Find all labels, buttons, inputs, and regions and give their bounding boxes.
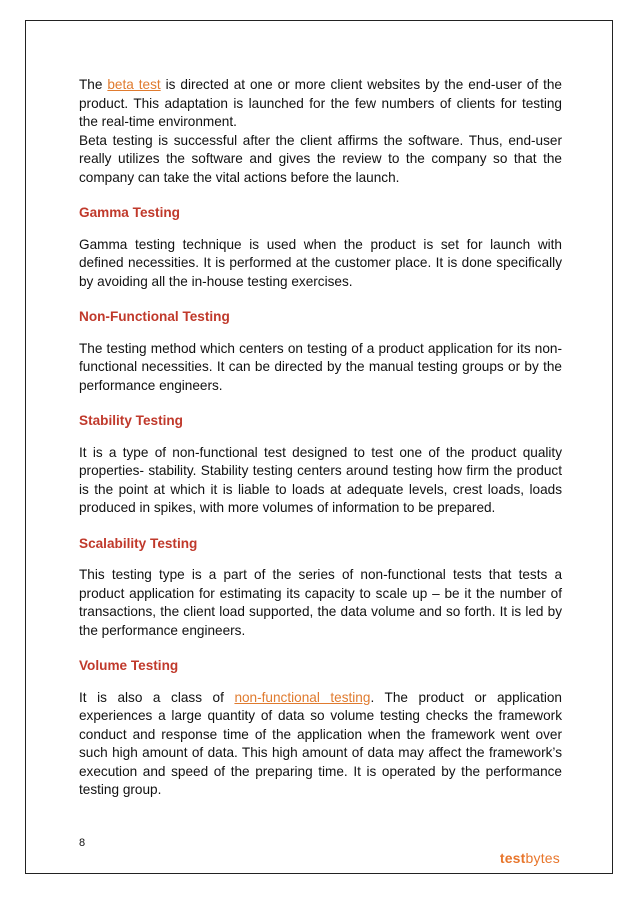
- document-page: [25, 20, 613, 874]
- nonfunctional-heading: Non-Functional Testing: [79, 309, 230, 324]
- volume-body: [79, 689, 562, 800]
- volume-text-start: It is also a class of: [79, 689, 235, 705]
- volume-text-end: . The product or application experiences a large quantity of data so volume testing checks the framework conduct and response time of the application when the framework went over such high amount of data. This high amount of data may affect the framework’s execution and speed of the preparing time. It is operated by the performance testing group.: [79, 689, 562, 797]
- stability-body: It is a type of non-functional test designed to test one of the product quality properties- stability. Stability testing centers around testing how firm the product is the point at which it is liable to loads at adequate levels, crest loads, loads produced in spikes, with more volumes of information to be prepared.: [79, 444, 562, 515]
- scalability-heading: Scalability Testing: [79, 535, 198, 551]
- testbytes-logo: [500, 850, 560, 866]
- logo-test-text: test: [499, 850, 526, 866]
- beta-paragraph-1: [79, 76, 562, 132]
- beta-text-start: The: [79, 77, 108, 92]
- page-number: 8: [79, 837, 86, 849]
- gamma-body: Gamma testing technique is used when the product is set for launch with defined necessities. It is performed at the customer place. It is done specifically by avoiding all the in-house testing exercises.: [79, 236, 562, 289]
- gamma-heading: Gamma Testing: [79, 205, 180, 220]
- nonfunctional-body: The testing method which centers on testing of a product application for its non-functional necessities. It can be directed by the manual testing groups or by the performance engineers.: [79, 340, 562, 393]
- stability-heading: Stability Testing: [79, 413, 183, 428]
- logo-bytes-text: bytes: [525, 850, 560, 866]
- beta-text-end: is directed at one or more client websites by the end-user of the product. This adaptation is launched for the few numbers of clients for testing the real-time environment.: [79, 77, 562, 129]
- volume-heading: Volume Testing: [79, 658, 179, 673]
- scalability-body: This testing type is a part of the series of non-functional tests that tests a product application for estimating its capacity to scale up – be it the number of transactions, the client load supported, the data volume and so forth. It is led by the performance engineers.: [79, 567, 562, 638]
- beta-test-link[interactable]: beta test: [107, 77, 161, 92]
- beta-paragraph-2: Beta testing is successful after the client affirms the software. Thus, end-user really utilizes the software and gives the review to the company so that the company can take the vital actions before the launch.: [79, 132, 562, 185]
- non-functional-testing-link[interactable]: non-functional testing: [234, 689, 371, 705]
- page-content: [79, 76, 562, 800]
